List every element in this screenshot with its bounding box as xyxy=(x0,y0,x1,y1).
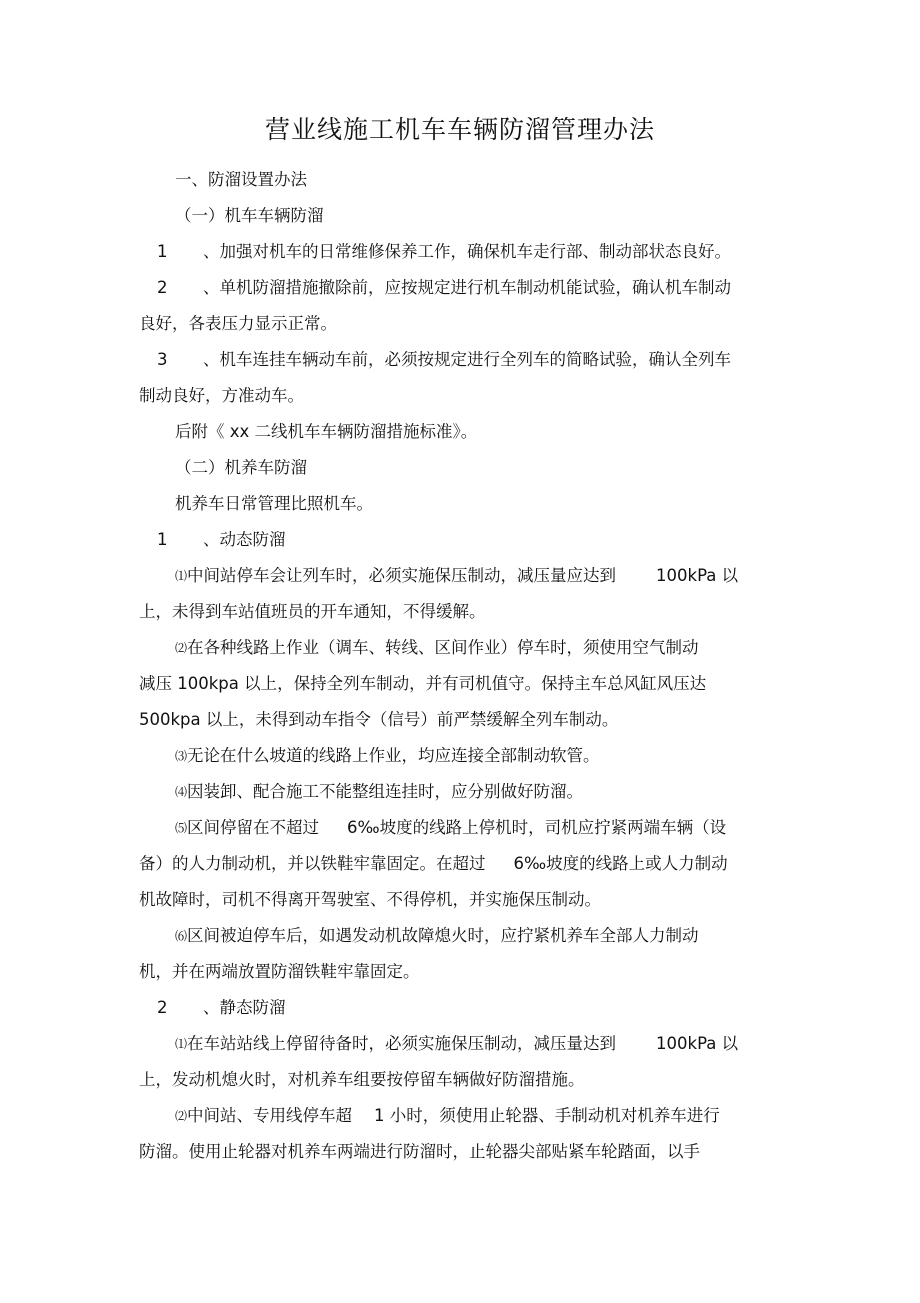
clause xyxy=(139,810,764,846)
clause xyxy=(139,558,764,594)
clause-text: 中间站停车会让列车时，必须实施保压制动，减压量应达到 xyxy=(187,566,617,585)
item-text: 、单机防溜措施撤除前，应按规定进行机车制动机能试验，确认机车制动 xyxy=(203,278,731,297)
numbered-item xyxy=(139,234,764,270)
clause-text: 6‰坡度的线路上或人力制动 xyxy=(513,854,728,873)
numbered-item xyxy=(139,522,764,558)
item-text: 、动态防溜 xyxy=(203,530,286,549)
clause-marker: ⑵ xyxy=(175,641,188,655)
clause xyxy=(139,918,764,954)
numbered-item xyxy=(139,270,764,306)
clause-marker: ⑴ xyxy=(175,1037,188,1051)
clause-text: 备）的人力制动机，并以铁鞋牢靠固定。在超过 xyxy=(139,854,486,873)
subsection-heading: （二）机养车防溜 xyxy=(175,458,307,477)
clause-continuation: 机，并在两端放置防溜铁鞋牢靠固定。 xyxy=(139,962,420,981)
clause-marker: ⑶ xyxy=(175,749,188,763)
item-number: 2 xyxy=(157,998,168,1017)
document-title: 营业线施工机车车辆防溜管理办法 xyxy=(264,115,655,144)
clause-text: 1 小时，须使用止轮器、手制动机对机养车进行 xyxy=(374,1106,720,1125)
item-text: 、静态防溜 xyxy=(203,998,286,1017)
clause xyxy=(139,1026,764,1062)
appendix-note: 后附《 xx 二线机车车辆防溜措施标准》。 xyxy=(175,422,478,441)
clause-marker: ⑷ xyxy=(175,785,188,799)
clause-text: 在各种线路上作业（调车、转线、区间作业）停车时，须使用空气制动 xyxy=(187,638,699,657)
clause-text: 区间停留在不超过 xyxy=(187,818,320,837)
clause-continuation: 上，未得到车站值班员的开车通知，不得缓解。 xyxy=(139,602,486,621)
item-number: 2 xyxy=(157,278,168,297)
clause-marker: ⑹ xyxy=(175,929,188,943)
paragraph: 机养车日常管理比照机车。 xyxy=(175,494,373,513)
clause-text: 中间站、专用线停车超 xyxy=(187,1106,353,1125)
clause xyxy=(139,738,764,774)
item-number: 3 xyxy=(157,350,168,369)
numbered-item xyxy=(139,990,764,1026)
clause xyxy=(139,774,764,810)
clause-text: 区间被迫停车后，如遇发动机故障熄火时，应拧紧机养车全部人力制动 xyxy=(187,926,699,945)
item-number: 1 xyxy=(157,530,168,549)
clause-continuation: 减压 100kpa 以上，保持全列车制动，并有司机值守。保持主车总风缸风压达 xyxy=(139,674,707,693)
clause-text: 100kPa 以 xyxy=(656,1034,739,1053)
clause xyxy=(139,630,764,666)
clause-continuation: 上，发动机熄火时，对机养车组要按停留车辆做好防溜措施。 xyxy=(139,1070,585,1089)
section-heading: 一、防溜设置办法 xyxy=(175,170,307,189)
clause-text: 因装卸、配合施工不能整组连挂时，应分别做好防溜。 xyxy=(187,782,584,801)
clause-text: 在车站站线上停留待备时，必须实施保压制动，减压量达到 xyxy=(187,1034,617,1053)
subsection-heading: （一）机车车辆防溜 xyxy=(175,206,324,225)
item-text: 、加强对机车的日常维修保养工作，确保机车走行部、制动部状态良好。 xyxy=(203,242,731,261)
clause-continuation xyxy=(139,846,764,882)
numbered-item xyxy=(139,342,764,378)
clause-text: 100kPa 以 xyxy=(656,566,739,585)
item-continuation: 制动良好，方准动车。 xyxy=(139,386,304,405)
item-text: 、机车连挂车辆动车前，必须按规定进行全列车的简略试验，确认全列车 xyxy=(203,350,731,369)
clause-marker: ⑴ xyxy=(175,569,188,583)
clause xyxy=(139,1098,764,1134)
clause-text: 无论在什么坡道的线路上作业，均应连接全部制动软管。 xyxy=(187,746,600,765)
clause-marker: ⑸ xyxy=(175,821,188,835)
clause-continuation: 机故障时，司机不得离开驾驶室、不得停机，并实施保压制动。 xyxy=(139,890,601,909)
item-number: 1 xyxy=(157,242,168,261)
item-continuation: 良好，各表压力显示正常。 xyxy=(139,314,337,333)
clause-continuation: 500kpa 以上，未得到动车指令（信号）前严禁缓解全列车制动。 xyxy=(139,710,619,729)
clause-text: 6‰坡度的线路上停机时，司机应拧紧两端车辆（设 xyxy=(347,818,727,837)
document-body xyxy=(139,162,764,1170)
clause-marker: ⑵ xyxy=(175,1109,188,1123)
clause-continuation: 防溜。使用止轮器对机养车两端进行防溜时，止轮器尖部贴紧车轮踏面，以手 xyxy=(139,1142,700,1161)
